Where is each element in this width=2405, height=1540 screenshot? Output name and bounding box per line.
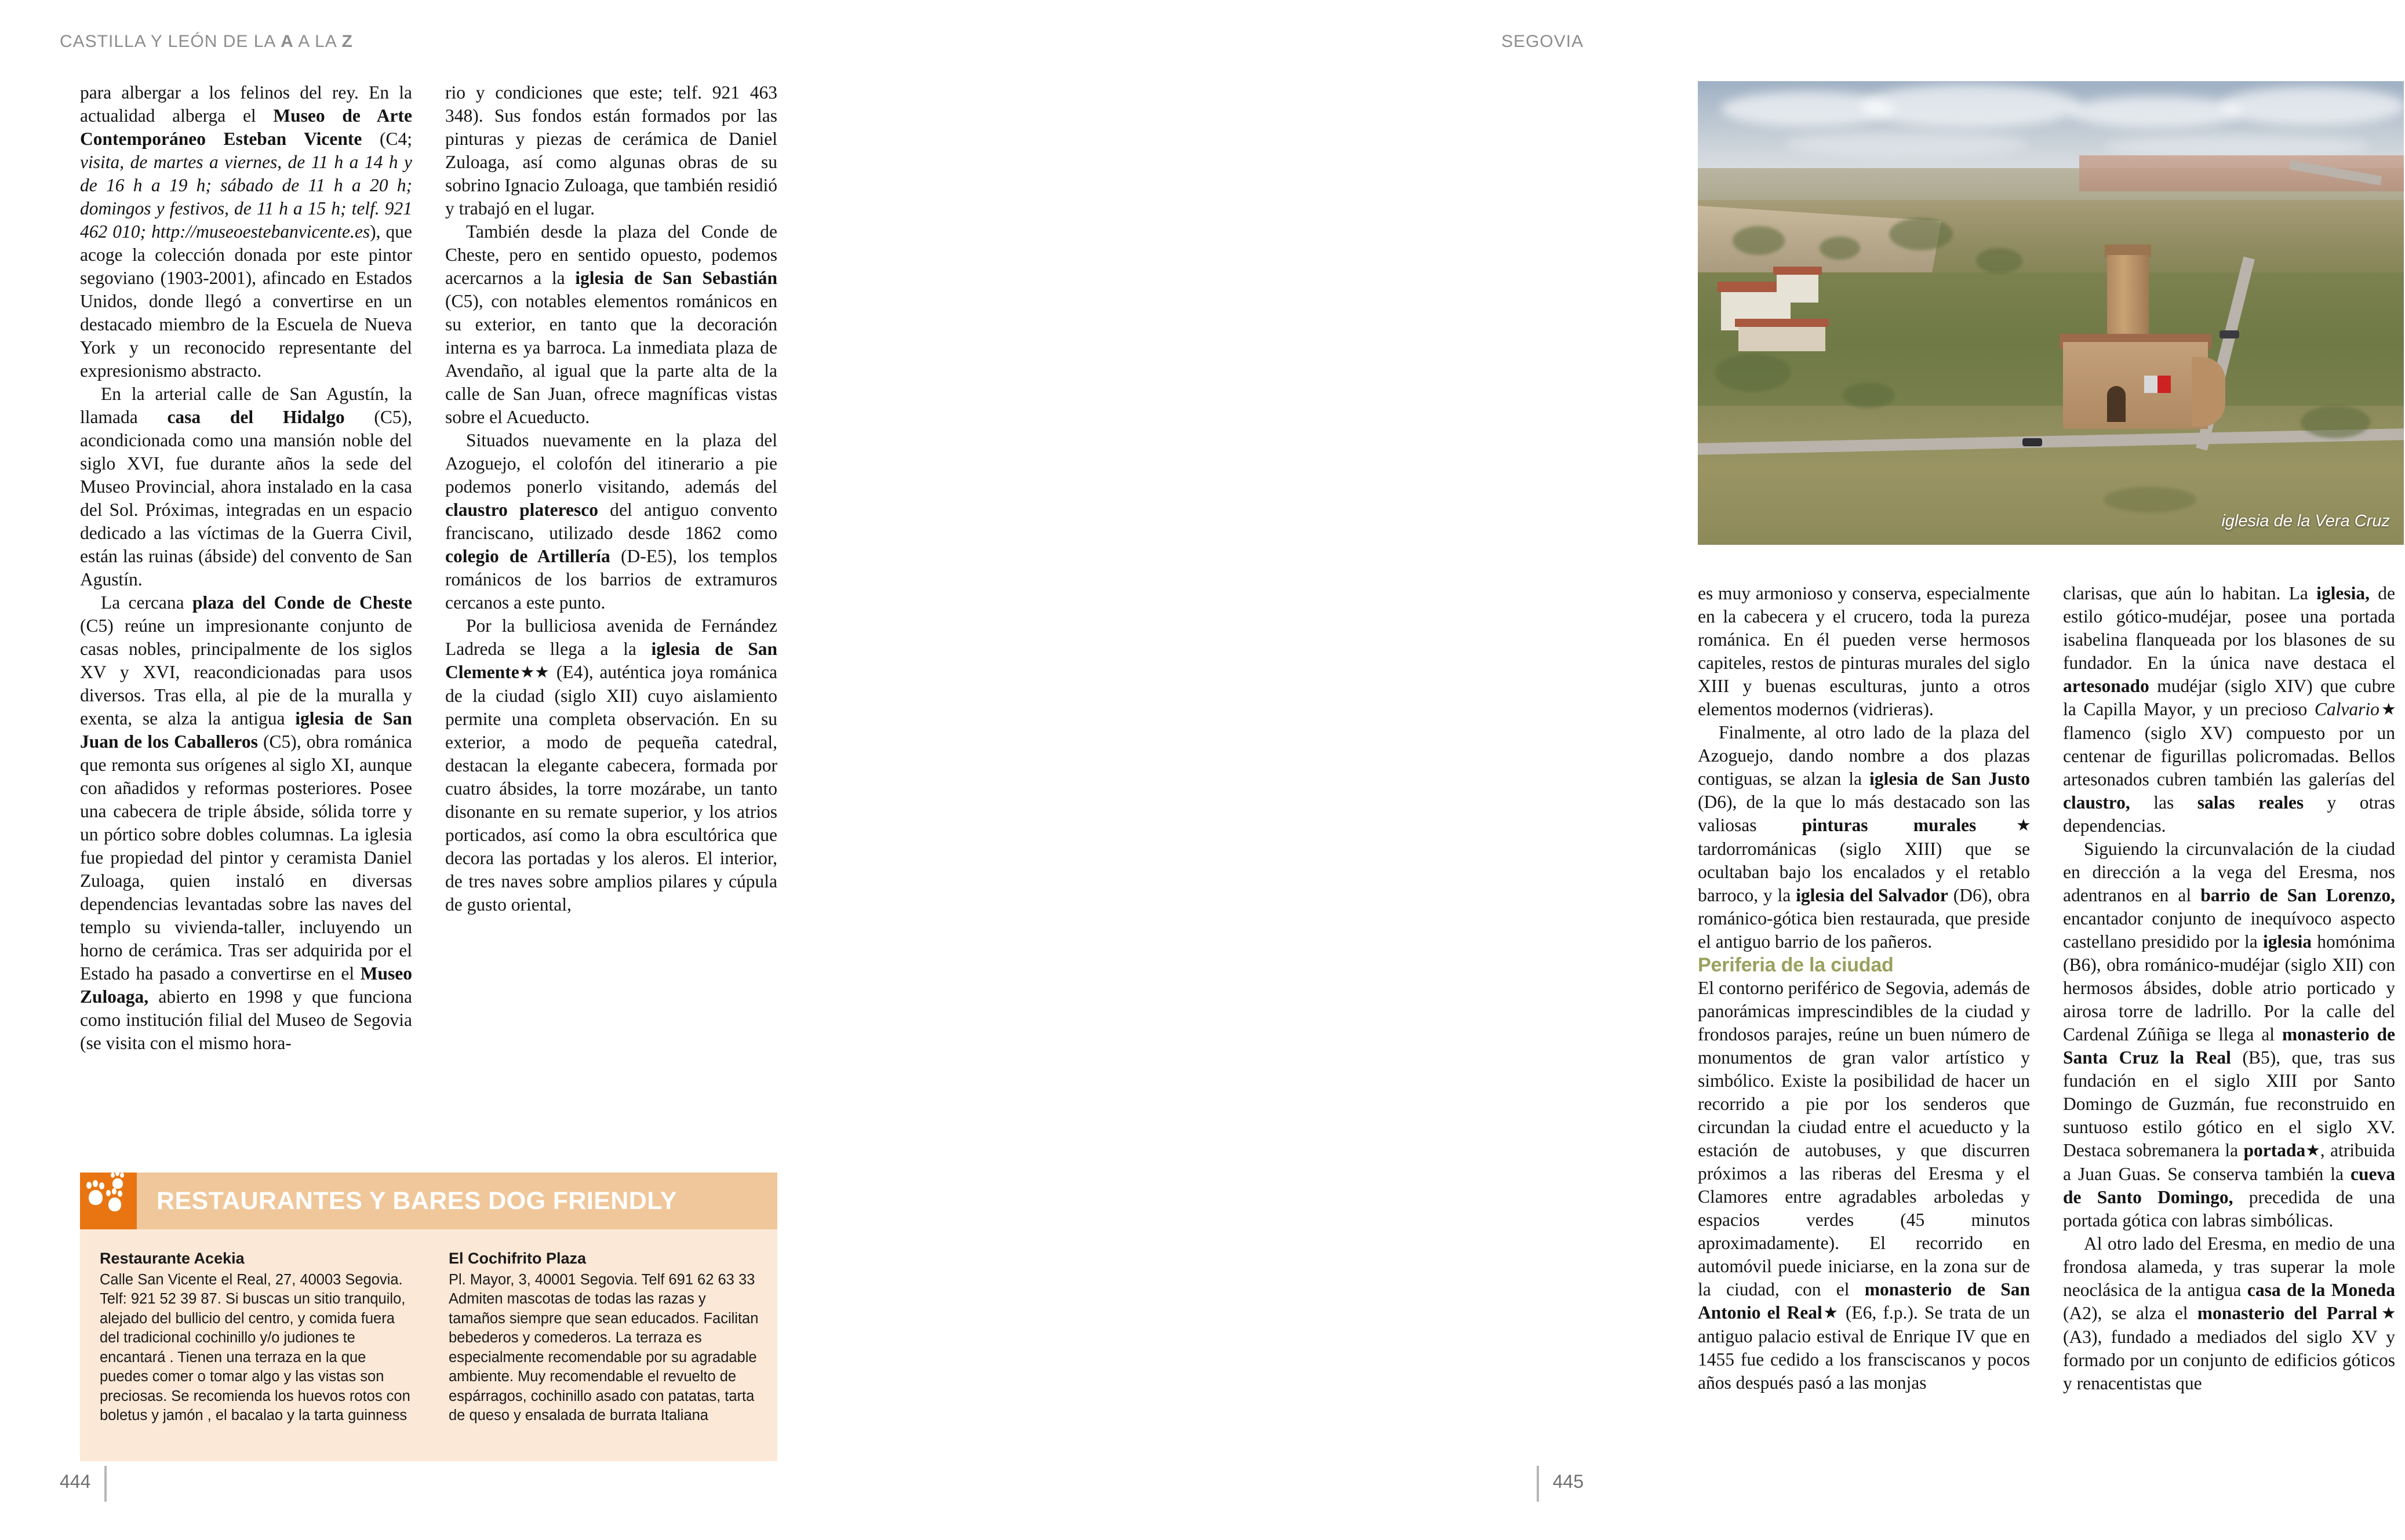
paragraph [80, 383, 412, 591]
text-bold: salas reales [2197, 792, 2304, 813]
folio-rule [104, 1466, 107, 1502]
text-run: También desde la plaza del Conde de Cheste, pero en sentido opuesto, podemos acercarnos a la [445, 221, 777, 288]
body-column-4 [2063, 582, 2395, 1395]
text-bold: casa de la Moneda [2247, 1280, 2395, 1300]
text-run: (E6, f.p.). Se trata de un antiguo palacio estival de Enrique IV que en 1455 fue cedido a los fransciscanos y pocos años después pasó a las monjas [1698, 1302, 2030, 1393]
text-bold: iglesia del Salvador [1796, 885, 1948, 905]
text-bold: barrio de San Lorenzo, [2200, 885, 2395, 905]
text-run: (A2), se alza el [2063, 1303, 2197, 1323]
paragraph [445, 220, 777, 429]
text-bold: plaza del Conde de Cheste [192, 592, 413, 613]
paragraph [2063, 838, 2395, 1232]
restaurant-name: Restaurante Acekia [100, 1250, 245, 1267]
dog-friendly-entry [449, 1249, 766, 1426]
text-run: (B5), que, tras sus fundación en el siglo XIII por Santo Domingo de Guzmán, fue reconstruido en suntuoso estilo gótico en el siglo XV. Destaca sobremanera la [2063, 1047, 2395, 1160]
star-rating: ★ [1822, 1305, 1839, 1321]
restaurant-description: Pl. Mayor, 3, 40001 Segovia. Telf 691 62 63 33 Admiten mascotas de todas las razas y tamaños siempre que sean educados. Facilitan bebederos y comederos. La terraza es especialmente recomendable por su agradable ambiente. Muy recomendable el revuelto de espárragos, cochinillo asado con patatas, tarta de queso y ensalada de burrata Italiana [449, 1271, 759, 1424]
text-bold: monasterio de San Antonio el Real [1698, 1279, 2030, 1323]
page-right [821, 0, 2396, 1540]
photo-caption: iglesia de la Vera Cruz [2221, 512, 2390, 530]
text-bold: iglesia de San Sebastián [575, 268, 777, 288]
paragraph [80, 81, 412, 383]
text-run: (C5), con notables elementos románicos en su exterior, en tanto que la decoración interna es ya barroca. La inmediata plaza de Avendaño, al igual que la parte alta de la calle de San Juan, ofrece magníficas vistas sobre el Acueducto. [445, 291, 777, 427]
star-rating: ★ [2377, 1306, 2395, 1321]
text-italic: visita, de martes a viernes, de 11 h a 14 h y de 16 h a 19 h; sábado de 11 h a 20 h; domingos y festivos, de 11 h a 15 h; telf. 921 462 010; http://museoestebanvicente.es [80, 152, 412, 242]
text-run: mudéjar (siglo XIV) que cubre la Capilla Mayor, y un precioso [2063, 676, 2395, 719]
village-houses [1721, 255, 1872, 348]
text-run: encantador conjunto de inequívoco aspecto castellano presidido por la [2063, 908, 2395, 952]
text-run: (C5) reúne un impresionante conjunto de casas nobles, principalmente de los siglos XV y XVI, reacondicionadas para usos diversos. Tras ella, al pie de la muralla y exenta, se alza la antigua [80, 616, 412, 729]
text-bold: portada [2243, 1140, 2306, 1160]
text-run: rio y condiciones que este; telf. 921 463 348). Sus fondos están formados por las pinturas y piezas de cerámica de Daniel Zuloaga, así como algunas obras de su sobrino Ignacio Zuloaga, que también residió y trabajó en el lugar. [445, 82, 777, 219]
paragraph [445, 81, 777, 220]
running-head-right: SEGOVIA [1501, 32, 1584, 51]
text-bold: claustro, [2063, 792, 2130, 813]
folio-rule [1537, 1466, 1539, 1502]
text-run: tardorrománicas (siglo XIII) que se ocultaban bajo los encalados y el retablo barroco, y la [1698, 839, 2030, 905]
body-column-2 [445, 81, 777, 916]
text-bold: colegio de Artillería [445, 546, 610, 566]
photo-vera-cruz [1698, 81, 2404, 544]
text-run: clarisas, que aún lo habitan. La [2063, 583, 2317, 603]
photo-image [1698, 81, 2404, 544]
text-run: (E4), auténtica joya románica de la ciudad (siglo XII) cuyo aislamiento permite una completa observación. En su exterior, a modo de pequeña catedral, destacan la elegante cabecera, formada por cuatro ábsides, la torre mozárabe, un tanto disonante en su remate superior, y los atrios porticados, así como la obra escultórica que decora las portadas y los aleros. El interior, de tres naves sobre amplios pilares y cúpula de gusto oriental, [445, 662, 777, 915]
paragraph [2063, 582, 2395, 838]
text-run: homónima (B6), obra románico-mudéjar (siglo XII) con hermosos ábsides, doble atrio porticado y airosa torre de ladrillo. Por la calle del Cardenal Zúñiga se llega al [2063, 931, 2395, 1044]
running-head-letter-a: A [281, 32, 294, 51]
paragraph [2063, 1232, 2395, 1395]
text-run: flamenco (siglo XV) compuesto por un centenar de figurillas policromadas. Bellos artesonados cubren también las galerías del [2063, 723, 2395, 789]
text-italic: Calvario [2314, 699, 2379, 719]
text-run: Finalmente, al otro lado de la plaza del Azoguejo, dando nombre a dos plazas contiguas, se alzan la [1698, 722, 2030, 789]
dog-friendly-box-title: RESTAURANTES Y BARES DOG FRIENDLY [157, 1186, 678, 1215]
star-rating: ★ [2379, 702, 2395, 718]
text-bold: iglesia [2262, 931, 2312, 952]
star-rating: ★★ [519, 665, 551, 680]
running-head-letter-z: Z [341, 32, 353, 51]
paragraph [445, 614, 777, 916]
text-run: precedida de una portada gótica con labras simbólicas. [2063, 1187, 2395, 1230]
body-column-3 [1698, 582, 2030, 1395]
text-run: (D-E5), los templos románicos de los barrios de extramuros cercanos a este punto. [445, 546, 777, 613]
text-run: (D6), obra románico-gótica bien restaurada, que preside el antiguo barrio de los pañeros. [1698, 885, 2030, 952]
page-left [0, 0, 821, 1540]
text-bold: pinturas murales [1802, 815, 1977, 835]
text-run: (C4; [362, 129, 412, 149]
text-run: (C5), obra románica que remonta sus orígenes al siglo XI, aunque con añadidos y reformas posteriores. Posee una cabecera de triple ábside, sólida torre y un pórtico sobre dobles columnas. La iglesia fue propiedad del pintor y ceramista Daniel Zuloaga, quien instaló en diversas dependencias levantadas sobre las naves del templo su vivienda-taller, incluyendo un horno de cerámica. Tras ser adquirida por el Estado ha pasado a convertirse en el [80, 731, 412, 984]
text-run: abierto en 1998 y que funciona como institución filial del Museo de Segovia (se visita con el mismo hora- [80, 986, 412, 1053]
dog-friendly-box [80, 1173, 777, 1461]
page-number-right: 445 [1552, 1471, 1584, 1492]
paragraph [80, 591, 412, 1055]
text-run: y otras dependencias. [2063, 792, 2395, 836]
text-bold: iglesia de San Justo [1869, 769, 2030, 789]
section-heading-periferia: Periferia de la ciudad [1698, 954, 1894, 976]
paragraph [1698, 977, 2030, 1395]
running-head-left-mid: A LA [293, 32, 342, 51]
text-bold: iglesia de San Clemente [445, 639, 777, 682]
paragraph [445, 429, 777, 614]
dog-friendly-entries [80, 1229, 777, 1426]
text-run: Por la bulliciosa avenida de Fernández Ladreda se llega a la [445, 616, 777, 659]
restaurant-description: Calle San Vicente el Real, 27, 40003 Segovia. Telf: 921 52 39 87. Si buscas un sitio tranquilo, alejado del bullicio del centro, y comida fuera del tradicional cochinillo y/o judiones te encantará . Tienen una terraza en la que puedes comer o tomar algo y las vistas son preciosas. Se recomienda los huevos rotos con boletus y jamón , el bacalao y la tarta guinness [100, 1271, 410, 1424]
text-bold: monasterio de Santa Cruz la Real [2063, 1024, 2395, 1068]
text-run: Siguiendo la circunvalación de la ciudad en dirección a la vega del Eresma, nos adentranos en al [2063, 839, 2395, 905]
page-number-left: 444 [60, 1471, 91, 1492]
church-vera-cruz [2057, 255, 2231, 446]
star-rating: ★ [1976, 818, 2030, 833]
text-run: (D6), de la que lo más destacado son las valiosas [1698, 792, 2030, 835]
text-run: del antiguo convento franciscano, utilizado desde 1862 como [445, 500, 777, 543]
text-run: En la arterial calle de San Agustín, la llamada [80, 384, 412, 427]
text-bold: iglesia de San Juan de los Caballeros [80, 708, 412, 752]
paragraph [1698, 721, 2030, 953]
restaurant-name: El Cochifrito Plaza [449, 1250, 587, 1267]
text-bold: Museo Zuloaga, [80, 963, 412, 1007]
text-bold: monasterio del Parral [2197, 1303, 2378, 1323]
paw-print-icon [80, 1173, 137, 1229]
text-run: (C5), acondicionada como una mansión noble del siglo XVI, fue durante años la sede del Museo Provincial, ahora instalado en la casa del Sol. Próximas, integradas en un espacio dedicado a las víctimas de la Guerra Civil, están las ruinas (ábside) del convento de San Agustín. [80, 407, 412, 589]
text-run: (A3), fundado a mediados del siglo XV y formado por un conjunto de edificios góticos y renacentistas que [2063, 1327, 2395, 1393]
text-run: las [2130, 792, 2197, 813]
text-run: El contorno periférico de Segovia, además de panorámicas imprescindibles de la ciudad y frondosos parajes, reúne un buen número de monumentos de gran valor artístico y simbólico. Existe la posibilidad de hacer un recorrido a pie por los senderos que circundan la ciudad entre el acueducto y la estación de autobuses, y que discurren próximos a las riberas del Eresma y el Clamores entre agradables arboledas y espacios verdes (45 minutos aproximadamente). El recorrido en automóvil puede iniciarse, en la zona sur de la ciudad, con el [1698, 978, 2030, 1299]
paragraph [1698, 582, 2030, 721]
text-bold: claustro plateresco [445, 500, 598, 520]
text-run: La cercana [101, 592, 192, 613]
body-column-1 [80, 81, 412, 1055]
text-run: es muy armonioso y conserva, especialmente en la cabecera y el crucero, toda la pureza románica. En él pueden verse hermosos capiteles, restos de pinturas murales del siglo XIII y buenas esculturas, junto a otros elementos modernos (vidrieras). [1698, 583, 2030, 719]
text-bold: casa del Hidalgo [167, 407, 345, 427]
text-run: , atribuida a Juan Guas. Se conserva también la [2063, 1140, 2395, 1184]
star-rating: ★ [2305, 1143, 2320, 1159]
running-head-left-prefix: CASTILLA Y LEÓN DE LA [60, 32, 281, 51]
flag-icon [2144, 376, 2171, 393]
text-bold: iglesia, [2316, 583, 2370, 603]
text-run: Al otro lado del Eresma, en medio de una frondosa alameda, y tras superar la mole neoclásica de la antigua [2063, 1233, 2395, 1300]
text-bold: cueva de Santo Domingo, [2063, 1164, 2395, 1207]
running-head-left [60, 32, 353, 52]
text-run: ), que acoge la colección donada por este pintor segoviano (1903-2001), afincado en Estados Unidos, donde llegó a convertirse en un destacado miembro de la Escuela de Nueva York y un reconocido representante del expresionismo abstracto. [80, 221, 412, 381]
dog-friendly-box-header [80, 1173, 777, 1229]
text-run: de estilo gótico-mudéjar, posee una portada isabelina flanqueada por los blasones de su fundador. En la única nave destaca el [2063, 583, 2396, 673]
text-run: para albergar a los felinos del rey. En la actualidad alberga el [80, 82, 412, 126]
text-run: Situados nuevamente en la plaza del Azoguejo, el colofón del itinerario a pie podemos ponerlo visitando, además del [445, 430, 777, 497]
dog-friendly-entry [100, 1249, 417, 1426]
text-bold: artesonado [2063, 676, 2149, 696]
text-bold: Museo de Arte Contemporáneo Esteban Vicente [80, 105, 412, 149]
